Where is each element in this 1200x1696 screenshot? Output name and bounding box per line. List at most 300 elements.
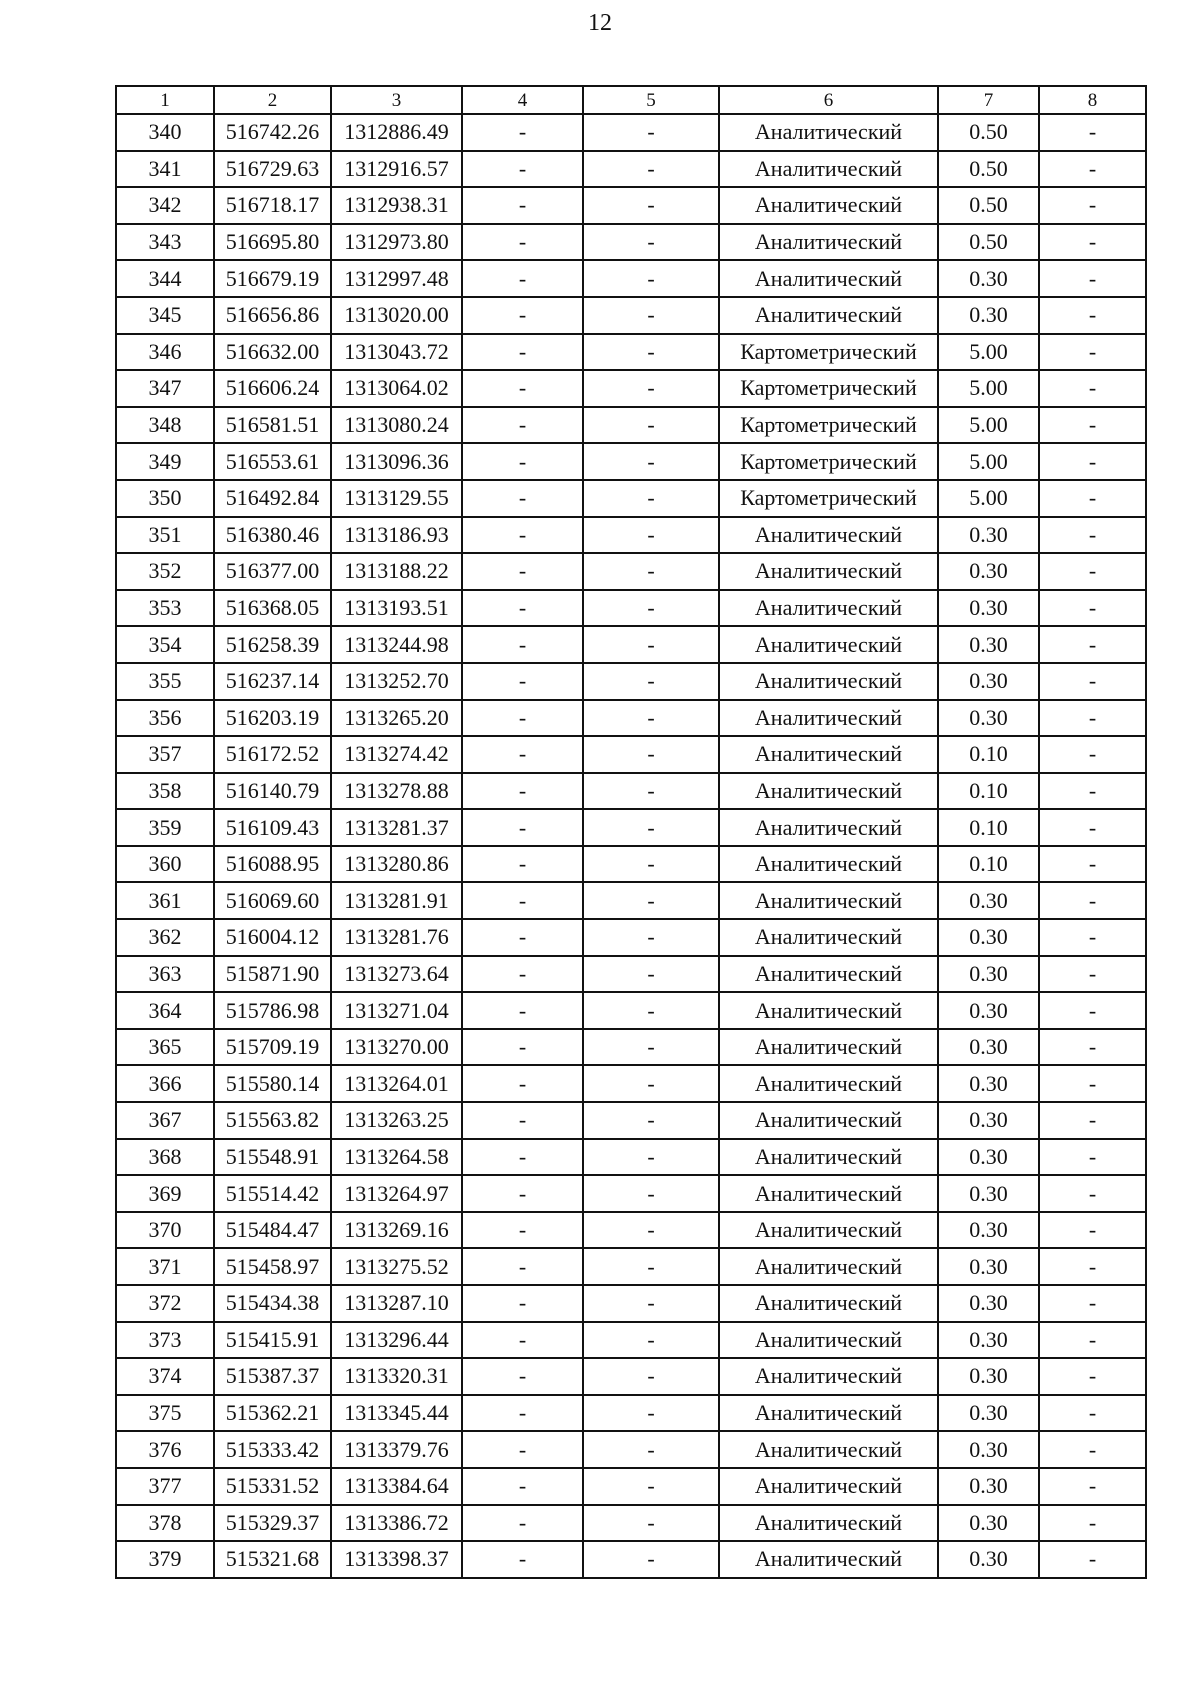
col8-cell: - (1039, 151, 1146, 188)
table-row (116, 1212, 1146, 1249)
col4-cell: - (462, 1175, 583, 1212)
point-number-cell: 356 (116, 700, 214, 737)
accuracy-cell: 5.00 (938, 334, 1039, 371)
col5-cell: - (583, 1212, 719, 1249)
y-coordinate-cell: 1313193.51 (331, 590, 462, 627)
x-coordinate-cell: 516632.00 (214, 334, 331, 371)
col5-cell: - (583, 1065, 719, 1102)
col5-cell: - (583, 736, 719, 773)
col5-cell: - (583, 370, 719, 407)
y-coordinate-cell: 1313064.02 (331, 370, 462, 407)
point-number-cell: 361 (116, 882, 214, 919)
method-cell: Картометрический (719, 370, 938, 407)
y-coordinate-cell: 1313281.91 (331, 882, 462, 919)
accuracy-cell: 0.50 (938, 114, 1039, 151)
col8-cell: - (1039, 1395, 1146, 1432)
x-coordinate-cell: 516492.84 (214, 480, 331, 517)
table-row (116, 773, 1146, 810)
col8-cell: - (1039, 1358, 1146, 1395)
x-coordinate-cell: 516695.80 (214, 224, 331, 261)
method-cell: Аналитический (719, 736, 938, 773)
y-coordinate-cell: 1313287.10 (331, 1285, 462, 1322)
accuracy-cell: 0.30 (938, 1358, 1039, 1395)
method-cell: Аналитический (719, 260, 938, 297)
method-cell: Аналитический (719, 297, 938, 334)
x-coordinate-cell: 515580.14 (214, 1065, 331, 1102)
x-coordinate-cell: 515563.82 (214, 1102, 331, 1139)
table-row (116, 1139, 1146, 1176)
col5-cell: - (583, 956, 719, 993)
table-row (116, 114, 1146, 151)
col4-cell: - (462, 1248, 583, 1285)
point-number-cell: 374 (116, 1358, 214, 1395)
method-cell: Аналитический (719, 1322, 938, 1359)
col4-cell: - (462, 663, 583, 700)
accuracy-cell: 0.10 (938, 846, 1039, 883)
method-cell: Аналитический (719, 1395, 938, 1432)
column-header: 6 (719, 86, 938, 114)
col4-cell: - (462, 1322, 583, 1359)
y-coordinate-cell: 1313269.16 (331, 1212, 462, 1249)
col8-cell: - (1039, 443, 1146, 480)
method-cell: Аналитический (719, 919, 938, 956)
col5-cell: - (583, 663, 719, 700)
point-number-cell: 353 (116, 590, 214, 627)
accuracy-cell: 0.30 (938, 919, 1039, 956)
x-coordinate-cell: 515329.37 (214, 1505, 331, 1542)
col8-cell: - (1039, 114, 1146, 151)
point-number-cell: 360 (116, 846, 214, 883)
col4-cell: - (462, 114, 583, 151)
x-coordinate-cell: 515709.19 (214, 1029, 331, 1066)
point-number-cell: 344 (116, 260, 214, 297)
point-number-cell: 366 (116, 1065, 214, 1102)
col5-cell: - (583, 1431, 719, 1468)
col4-cell: - (462, 553, 583, 590)
point-number-cell: 345 (116, 297, 214, 334)
y-coordinate-cell: 1313264.97 (331, 1175, 462, 1212)
y-coordinate-cell: 1313278.88 (331, 773, 462, 810)
point-number-cell: 364 (116, 992, 214, 1029)
col8-cell: - (1039, 736, 1146, 773)
y-coordinate-cell: 1313186.93 (331, 517, 462, 554)
method-cell: Аналитический (719, 1358, 938, 1395)
col5-cell: - (583, 882, 719, 919)
method-cell: Аналитический (719, 1248, 938, 1285)
col5-cell: - (583, 919, 719, 956)
col4-cell: - (462, 1505, 583, 1542)
col4-cell: - (462, 1029, 583, 1066)
col4-cell: - (462, 443, 583, 480)
table-row (116, 517, 1146, 554)
table-row (116, 663, 1146, 700)
col5-cell: - (583, 297, 719, 334)
method-cell: Аналитический (719, 1029, 938, 1066)
y-coordinate-cell: 1313043.72 (331, 334, 462, 371)
col8-cell: - (1039, 626, 1146, 663)
point-number-cell: 359 (116, 809, 214, 846)
method-cell: Картометрический (719, 480, 938, 517)
y-coordinate-cell: 1312886.49 (331, 114, 462, 151)
point-number-cell: 351 (116, 517, 214, 554)
header-row (116, 86, 1146, 114)
table-row (116, 1468, 1146, 1505)
x-coordinate-cell: 515871.90 (214, 956, 331, 993)
table-row (116, 151, 1146, 188)
x-coordinate-cell: 516377.00 (214, 553, 331, 590)
x-coordinate-cell: 516656.86 (214, 297, 331, 334)
col8-cell: - (1039, 1029, 1146, 1066)
accuracy-cell: 0.30 (938, 1175, 1039, 1212)
method-cell: Аналитический (719, 224, 938, 261)
point-number-cell: 372 (116, 1285, 214, 1322)
col5-cell: - (583, 773, 719, 810)
x-coordinate-cell: 515458.97 (214, 1248, 331, 1285)
col5-cell: - (583, 1285, 719, 1322)
method-cell: Аналитический (719, 809, 938, 846)
point-number-cell: 373 (116, 1322, 214, 1359)
col8-cell: - (1039, 773, 1146, 810)
table-row (116, 297, 1146, 334)
col8-cell: - (1039, 224, 1146, 261)
method-cell: Аналитический (719, 1139, 938, 1176)
table-row (116, 956, 1146, 993)
point-number-cell: 362 (116, 919, 214, 956)
y-coordinate-cell: 1313280.86 (331, 846, 462, 883)
table-row (116, 1395, 1146, 1432)
method-cell: Аналитический (719, 663, 938, 700)
table-row (116, 1065, 1146, 1102)
x-coordinate-cell: 515434.38 (214, 1285, 331, 1322)
col8-cell: - (1039, 370, 1146, 407)
x-coordinate-cell: 516203.19 (214, 700, 331, 737)
accuracy-cell: 0.30 (938, 882, 1039, 919)
table-row (116, 370, 1146, 407)
accuracy-cell: 5.00 (938, 407, 1039, 444)
method-cell: Аналитический (719, 846, 938, 883)
y-coordinate-cell: 1313386.72 (331, 1505, 462, 1542)
coordinates-table (115, 85, 1147, 1579)
method-cell: Аналитический (719, 882, 938, 919)
col4-cell: - (462, 590, 583, 627)
col4-cell: - (462, 700, 583, 737)
accuracy-cell: 0.30 (938, 1468, 1039, 1505)
accuracy-cell: 0.30 (938, 1285, 1039, 1322)
col4-cell: - (462, 1139, 583, 1176)
col5-cell: - (583, 1541, 719, 1578)
table-row (116, 443, 1146, 480)
accuracy-cell: 0.30 (938, 956, 1039, 993)
point-number-cell: 376 (116, 1431, 214, 1468)
col5-cell: - (583, 224, 719, 261)
accuracy-cell: 5.00 (938, 370, 1039, 407)
method-cell: Картометрический (719, 407, 938, 444)
y-coordinate-cell: 1313252.70 (331, 663, 462, 700)
col4-cell: - (462, 370, 583, 407)
table-row (116, 882, 1146, 919)
col4-cell: - (462, 1102, 583, 1139)
col8-cell: - (1039, 260, 1146, 297)
point-number-cell: 358 (116, 773, 214, 810)
col4-cell: - (462, 736, 583, 773)
table-row (116, 1541, 1146, 1578)
col8-cell: - (1039, 846, 1146, 883)
col5-cell: - (583, 260, 719, 297)
method-cell: Картометрический (719, 334, 938, 371)
col8-cell: - (1039, 1541, 1146, 1578)
method-cell: Аналитический (719, 1102, 938, 1139)
col5-cell: - (583, 809, 719, 846)
y-coordinate-cell: 1313271.04 (331, 992, 462, 1029)
col4-cell: - (462, 1285, 583, 1322)
y-coordinate-cell: 1313281.76 (331, 919, 462, 956)
point-number-cell: 377 (116, 1468, 214, 1505)
accuracy-cell: 0.30 (938, 260, 1039, 297)
col4-cell: - (462, 1395, 583, 1432)
col4-cell: - (462, 224, 583, 261)
col5-cell: - (583, 626, 719, 663)
accuracy-cell: 0.30 (938, 553, 1039, 590)
point-number-cell: 375 (116, 1395, 214, 1432)
accuracy-cell: 0.30 (938, 1541, 1039, 1578)
y-coordinate-cell: 1313265.20 (331, 700, 462, 737)
x-coordinate-cell: 516069.60 (214, 882, 331, 919)
col4-cell: - (462, 1468, 583, 1505)
table-row (116, 187, 1146, 224)
col8-cell: - (1039, 1431, 1146, 1468)
table-row (116, 553, 1146, 590)
y-coordinate-cell: 1312997.48 (331, 260, 462, 297)
x-coordinate-cell: 516258.39 (214, 626, 331, 663)
point-number-cell: 369 (116, 1175, 214, 1212)
point-number-cell: 357 (116, 736, 214, 773)
method-cell: Картометрический (719, 443, 938, 480)
point-number-cell: 363 (116, 956, 214, 993)
accuracy-cell: 0.10 (938, 736, 1039, 773)
method-cell: Аналитический (719, 151, 938, 188)
accuracy-cell: 0.30 (938, 1212, 1039, 1249)
table-row (116, 992, 1146, 1029)
x-coordinate-cell: 515786.98 (214, 992, 331, 1029)
point-number-cell: 365 (116, 1029, 214, 1066)
col4-cell: - (462, 407, 583, 444)
col5-cell: - (583, 1248, 719, 1285)
col4-cell: - (462, 334, 583, 371)
x-coordinate-cell: 516109.43 (214, 809, 331, 846)
col8-cell: - (1039, 1248, 1146, 1285)
point-number-cell: 370 (116, 1212, 214, 1249)
point-number-cell: 368 (116, 1139, 214, 1176)
table-row (116, 1102, 1146, 1139)
col8-cell: - (1039, 956, 1146, 993)
x-coordinate-cell: 516742.26 (214, 114, 331, 151)
col5-cell: - (583, 700, 719, 737)
y-coordinate-cell: 1313020.00 (331, 297, 462, 334)
accuracy-cell: 0.30 (938, 1029, 1039, 1066)
y-coordinate-cell: 1313281.37 (331, 809, 462, 846)
table-row (116, 1322, 1146, 1359)
col8-cell: - (1039, 553, 1146, 590)
col5-cell: - (583, 846, 719, 883)
accuracy-cell: 0.30 (938, 1065, 1039, 1102)
col8-cell: - (1039, 187, 1146, 224)
column-header: 8 (1039, 86, 1146, 114)
accuracy-cell: 0.30 (938, 1505, 1039, 1542)
x-coordinate-cell: 516581.51 (214, 407, 331, 444)
x-coordinate-cell: 515331.52 (214, 1468, 331, 1505)
col5-cell: - (583, 407, 719, 444)
x-coordinate-cell: 515514.42 (214, 1175, 331, 1212)
col8-cell: - (1039, 1505, 1146, 1542)
col8-cell: - (1039, 480, 1146, 517)
col8-cell: - (1039, 1065, 1146, 1102)
table-row (116, 224, 1146, 261)
point-number-cell: 378 (116, 1505, 214, 1542)
accuracy-cell: 0.30 (938, 1322, 1039, 1359)
method-cell: Аналитический (719, 1065, 938, 1102)
accuracy-cell: 0.10 (938, 809, 1039, 846)
x-coordinate-cell: 516088.95 (214, 846, 331, 883)
x-coordinate-cell: 516237.14 (214, 663, 331, 700)
accuracy-cell: 0.30 (938, 1395, 1039, 1432)
col5-cell: - (583, 1505, 719, 1542)
x-coordinate-cell: 516004.12 (214, 919, 331, 956)
col8-cell: - (1039, 663, 1146, 700)
point-number-cell: 346 (116, 334, 214, 371)
method-cell: Аналитический (719, 553, 938, 590)
col4-cell: - (462, 992, 583, 1029)
accuracy-cell: 0.30 (938, 1139, 1039, 1176)
col4-cell: - (462, 1065, 583, 1102)
accuracy-cell: 0.30 (938, 626, 1039, 663)
col8-cell: - (1039, 1468, 1146, 1505)
col8-cell: - (1039, 407, 1146, 444)
x-coordinate-cell: 516729.63 (214, 151, 331, 188)
x-coordinate-cell: 515387.37 (214, 1358, 331, 1395)
point-number-cell: 379 (116, 1541, 214, 1578)
col5-cell: - (583, 1175, 719, 1212)
x-coordinate-cell: 515415.91 (214, 1322, 331, 1359)
method-cell: Аналитический (719, 700, 938, 737)
col5-cell: - (583, 1029, 719, 1066)
method-cell: Аналитический (719, 992, 938, 1029)
col5-cell: - (583, 1102, 719, 1139)
y-coordinate-cell: 1313398.37 (331, 1541, 462, 1578)
point-number-cell: 352 (116, 553, 214, 590)
table-row (116, 626, 1146, 663)
x-coordinate-cell: 516553.61 (214, 443, 331, 480)
col4-cell: - (462, 809, 583, 846)
table-row (116, 480, 1146, 517)
col4-cell: - (462, 297, 583, 334)
method-cell: Аналитический (719, 1431, 938, 1468)
method-cell: Аналитический (719, 590, 938, 627)
table-row (116, 846, 1146, 883)
accuracy-cell: 0.30 (938, 1248, 1039, 1285)
table-row (116, 260, 1146, 297)
y-coordinate-cell: 1313273.64 (331, 956, 462, 993)
col8-cell: - (1039, 882, 1146, 919)
col4-cell: - (462, 773, 583, 810)
table-row (116, 1175, 1146, 1212)
y-coordinate-cell: 1313264.01 (331, 1065, 462, 1102)
table-row (116, 334, 1146, 371)
point-number-cell: 343 (116, 224, 214, 261)
y-coordinate-cell: 1313320.31 (331, 1358, 462, 1395)
point-number-cell: 355 (116, 663, 214, 700)
col4-cell: - (462, 151, 583, 188)
x-coordinate-cell: 515362.21 (214, 1395, 331, 1432)
point-number-cell: 341 (116, 151, 214, 188)
method-cell: Аналитический (719, 626, 938, 663)
y-coordinate-cell: 1313275.52 (331, 1248, 462, 1285)
col4-cell: - (462, 882, 583, 919)
col5-cell: - (583, 151, 719, 188)
col4-cell: - (462, 1541, 583, 1578)
method-cell: Аналитический (719, 1212, 938, 1249)
accuracy-cell: 0.30 (938, 992, 1039, 1029)
table-row (116, 1358, 1146, 1395)
col8-cell: - (1039, 700, 1146, 737)
y-coordinate-cell: 1313264.58 (331, 1139, 462, 1176)
col4-cell: - (462, 187, 583, 224)
column-header: 1 (116, 86, 214, 114)
x-coordinate-cell: 516679.19 (214, 260, 331, 297)
accuracy-cell: 0.30 (938, 1431, 1039, 1468)
y-coordinate-cell: 1313244.98 (331, 626, 462, 663)
col4-cell: - (462, 517, 583, 554)
col5-cell: - (583, 480, 719, 517)
y-coordinate-cell: 1313384.64 (331, 1468, 462, 1505)
col5-cell: - (583, 1358, 719, 1395)
accuracy-cell: 0.50 (938, 187, 1039, 224)
table-row (116, 1029, 1146, 1066)
col8-cell: - (1039, 590, 1146, 627)
col4-cell: - (462, 260, 583, 297)
col8-cell: - (1039, 992, 1146, 1029)
accuracy-cell: 0.30 (938, 590, 1039, 627)
table-row (116, 919, 1146, 956)
column-header: 4 (462, 86, 583, 114)
table-header (116, 86, 1146, 114)
col5-cell: - (583, 553, 719, 590)
col8-cell: - (1039, 1139, 1146, 1176)
column-header: 7 (938, 86, 1039, 114)
col4-cell: - (462, 919, 583, 956)
x-coordinate-cell: 516172.52 (214, 736, 331, 773)
col8-cell: - (1039, 1175, 1146, 1212)
accuracy-cell: 5.00 (938, 443, 1039, 480)
column-header: 3 (331, 86, 462, 114)
table-row (116, 1285, 1146, 1322)
col5-cell: - (583, 1395, 719, 1432)
col5-cell: - (583, 187, 719, 224)
method-cell: Аналитический (719, 1285, 938, 1322)
table-row (116, 1248, 1146, 1285)
col5-cell: - (583, 517, 719, 554)
point-number-cell: 349 (116, 443, 214, 480)
col5-cell: - (583, 334, 719, 371)
col5-cell: - (583, 590, 719, 627)
accuracy-cell: 0.50 (938, 224, 1039, 261)
x-coordinate-cell: 516606.24 (214, 370, 331, 407)
accuracy-cell: 0.30 (938, 297, 1039, 334)
col5-cell: - (583, 443, 719, 480)
y-coordinate-cell: 1313096.36 (331, 443, 462, 480)
accuracy-cell: 0.50 (938, 151, 1039, 188)
col5-cell: - (583, 992, 719, 1029)
x-coordinate-cell: 516380.46 (214, 517, 331, 554)
